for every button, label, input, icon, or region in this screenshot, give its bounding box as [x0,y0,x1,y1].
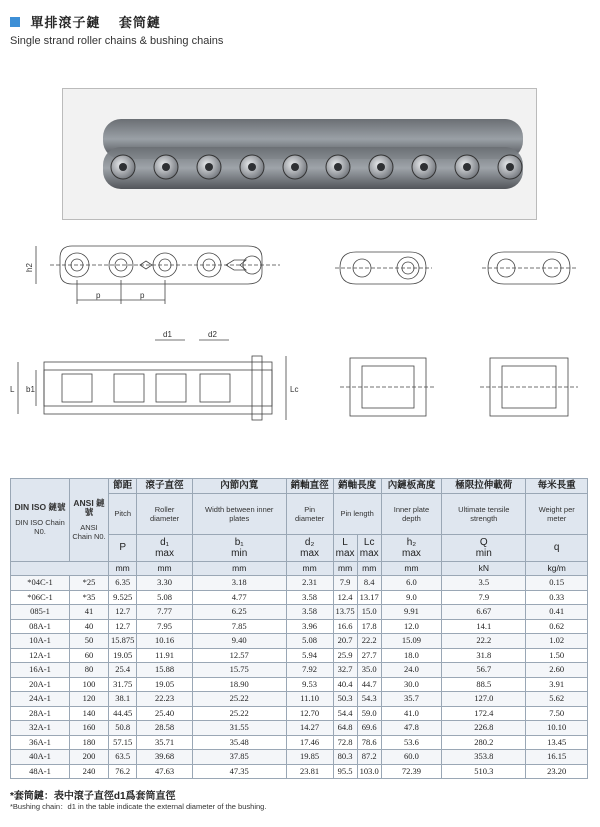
table-cell: 50.3 [333,692,357,707]
table-cell: 54.4 [333,706,357,721]
col-width-en: Width between inner plates [192,493,286,534]
sym-plate [381,534,441,561]
footnote-en: *Bushing chain：d1 in the table indicate the external diameter of the bushing. [10,802,267,811]
col-pin-len-zh: 銷軸長度 [333,479,381,494]
table-cell: 59.0 [357,706,381,721]
table-cell: 60 [70,648,109,663]
sym-pin-dia-sub: max [300,547,320,559]
table-cell: 47.8 [381,721,441,736]
sym-plate-sub: max [402,547,421,559]
unit-width: mm [192,561,286,576]
table-cell: 12.0 [381,619,441,634]
table-cell: 0.33 [526,590,588,605]
table-cell: 30.0 [381,677,441,692]
table-cell: 44.7 [357,677,381,692]
unit-plate: mm [381,561,441,576]
table-cell: 180 [70,735,109,750]
table-cell: 140 [70,706,109,721]
table-cell: 3.18 [192,576,286,591]
table-row [11,706,588,721]
label-d1: d1 [163,330,172,339]
table-cell: 40 [70,619,109,634]
unit-blank [11,561,109,576]
table-cell: 31.55 [192,721,286,736]
label-p-1: p [96,291,101,300]
table-cell: 72.39 [381,764,441,779]
table-cell: 25.22 [192,692,286,707]
table-cell: 11.91 [137,648,192,663]
col-din-header [11,479,70,562]
table-cell: 8.4 [357,576,381,591]
table-cell: 13.75 [333,605,357,620]
table-row [11,619,588,634]
table-cell: *35 [70,590,109,605]
table-row [11,692,588,707]
table-row [11,677,588,692]
table-cell: 14.27 [286,721,333,736]
table-cell: 15.75 [192,663,286,678]
sym-pin-len-L [333,534,357,561]
table-cell: 17.8 [357,619,381,634]
table-row [11,634,588,649]
table-row [11,590,588,605]
col-ansi-en: ANSI Chain N0. [72,522,106,541]
table-cell: 120 [70,692,109,707]
table-cell: 10.16 [137,634,192,649]
table-cell: 127.0 [442,692,526,707]
col-plate-zh: 內鏈板高度 [381,479,441,494]
sym-strength [442,534,526,561]
sym-width-val: b₁ [234,536,244,548]
table-cell: 41.0 [381,706,441,721]
table-cell: 240 [70,764,109,779]
table-cell: 6.0 [381,576,441,591]
table-cell: 15.0 [357,605,381,620]
table-cell: 80.3 [333,750,357,765]
table-cell: 35.48 [192,735,286,750]
table-cell: 50.8 [109,721,137,736]
table-cell: 20.7 [333,634,357,649]
table-cell: 54.3 [357,692,381,707]
col-din-en: DIN ISO Chain N0. [15,518,65,537]
table-cell: 56.7 [442,663,526,678]
footnote-zh: *套筒鏈：表中滾子直徑d1爲套筒直徑 [10,791,176,802]
table-cell: 24A-1 [11,692,70,707]
unit-Lc: mm [357,561,381,576]
table-cell: 12.7 [109,605,137,620]
table-cell: 353.8 [442,750,526,765]
table-cell: 103.0 [357,764,381,779]
table-cell: 3.58 [286,605,333,620]
sym-L-val: L [342,536,348,548]
col-pitch-en: Pitch [109,493,137,534]
spec-table-body [11,576,588,779]
table-cell: 16.15 [526,750,588,765]
table-cell: 22.23 [137,692,192,707]
table-cell: 5.94 [286,648,333,663]
col-ansi-zh: ANSI 鏈號 [73,497,105,517]
table-cell: 76.2 [109,764,137,779]
label-d2: d2 [208,330,217,339]
table-cell: 7.77 [137,605,192,620]
table-cell: 3.30 [137,576,192,591]
table-cell: 47.63 [137,764,192,779]
table-row [11,735,588,750]
table-cell: 6.25 [192,605,286,620]
table-cell: 3.58 [286,590,333,605]
table-cell: 9.0 [381,590,441,605]
table-cell: 38.1 [109,692,137,707]
table-cell: 12.4 [333,590,357,605]
unit-strength: kN [442,561,526,576]
table-cell: 16.6 [333,619,357,634]
table-cell: 3.96 [286,619,333,634]
col-pitch-zh: 節距 [109,479,137,494]
sym-roller-val: d₁ [160,536,170,548]
col-plate-en: Inner plate depth [381,493,441,534]
table-cell: 9.525 [109,590,137,605]
sym-roller [137,534,192,561]
unit-pin-dia: mm [286,561,333,576]
table-cell: 12A-1 [11,648,70,663]
table-cell: 64.8 [333,721,357,736]
table-cell: 12.57 [192,648,286,663]
table-cell: 3.91 [526,677,588,692]
col-weight-zh: 每米長重 [526,479,588,494]
table-cell: 50 [70,634,109,649]
title-zh-bushing: 套筒鏈 [118,15,161,30]
table-cell: 35.7 [381,692,441,707]
sym-strength-val: Q [479,536,488,548]
sym-Lc-sub: max [359,547,379,559]
table-cell: 36A-1 [11,735,70,750]
table-cell: 14.1 [442,619,526,634]
table-cell: 23.81 [286,764,333,779]
table-cell: 2.31 [286,576,333,591]
table-row [11,764,588,779]
sym-pitch [109,534,137,561]
table-cell: 0.15 [526,576,588,591]
sym-plate-val: h₂ [406,536,417,548]
table-cell: 5.08 [137,590,192,605]
table-header-zh [11,479,588,494]
table-cell: 16A-1 [11,663,70,678]
table-cell: 2.60 [526,663,588,678]
col-strength-zh: 極限拉伸載荷 [442,479,526,494]
col-width-zh: 內節內寬 [192,479,286,494]
label-b1: b1 [26,385,35,394]
table-cell: *25 [70,576,109,591]
sym-Lc-val: Lc [363,536,375,548]
label-Lc: Lc [290,385,299,394]
table-cell: 53.6 [381,735,441,750]
table-cell: 35.0 [357,663,381,678]
table-cell: 22.2 [442,634,526,649]
table-cell: 200 [70,750,109,765]
label-L: L [10,385,15,394]
table-cell: 22.2 [357,634,381,649]
table-cell: 7.92 [286,663,333,678]
table-cell: 10.10 [526,721,588,736]
table-cell: 18.90 [192,677,286,692]
table-cell: 085-1 [11,605,70,620]
table-cell: 5.08 [286,634,333,649]
table-cell: 510.3 [442,764,526,779]
table-cell: 32A-1 [11,721,70,736]
sym-width-sub: min [231,547,248,559]
title-en: Single strand roller chains & bushing chains [10,35,224,47]
table-cell: 0.62 [526,619,588,634]
table-cell: 40A-1 [11,750,70,765]
col-pin-len-en: Pin length [333,493,381,534]
table-cell: 23.20 [526,764,588,779]
table-cell: 32.7 [333,663,357,678]
table-cell: 6.35 [109,576,137,591]
table-cell: 57.15 [109,735,137,750]
table-row [11,750,588,765]
table-cell: 72.8 [333,735,357,750]
table-row [11,605,588,620]
table-row [11,663,588,678]
table-cell: 41 [70,605,109,620]
table-cell: 95.5 [333,764,357,779]
unit-weight: kg/m [526,561,588,576]
table-cell: 6.67 [442,605,526,620]
table-cell: 08A-1 [11,619,70,634]
table-cell: *04C-1 [11,576,70,591]
table-cell: 88.5 [442,677,526,692]
table-cell: 25.22 [192,706,286,721]
sym-pin-len-Lc [357,534,381,561]
table-cell: 78.6 [357,735,381,750]
spec-table [10,478,588,779]
table-cell: 11.10 [286,692,333,707]
table-cell: 15.88 [137,663,192,678]
unit-pitch: mm [109,561,137,576]
table-cell: 48A-1 [11,764,70,779]
table-cell: 100 [70,677,109,692]
table-cell: 1.02 [526,634,588,649]
table-cell: 44.45 [109,706,137,721]
table-cell: 19.85 [286,750,333,765]
table-header-units [11,561,588,576]
table-cell: 9.53 [286,677,333,692]
table-cell: 28.58 [137,721,192,736]
table-cell: 172.4 [442,706,526,721]
table-cell: *06C-1 [11,590,70,605]
table-cell: 24.0 [381,663,441,678]
table-cell: 40.4 [333,677,357,692]
col-roller-en: Roller diameter [137,493,192,534]
table-cell: 10A-1 [11,634,70,649]
table-cell: 19.05 [109,648,137,663]
unit-roller: mm [137,561,192,576]
table-cell: 37.85 [192,750,286,765]
table-cell: 28A-1 [11,706,70,721]
table-cell: 7.85 [192,619,286,634]
table-cell: 47.35 [192,764,286,779]
sym-pitch-val: P [119,542,127,553]
table-cell: 7.95 [137,619,192,634]
table-cell: 63.5 [109,750,137,765]
table-row [11,576,588,591]
table-cell: 7.9 [333,576,357,591]
table-cell: 13.17 [357,590,381,605]
col-strength-en: Ultimate tensile strength [442,493,526,534]
table-cell: 25.9 [333,648,357,663]
sym-L-sub: max [335,547,355,559]
sym-weight-val: q [553,542,560,553]
table-cell: 20A-1 [11,677,70,692]
unit-L: mm [333,561,357,576]
table-cell: 1.50 [526,648,588,663]
sym-roller-sub: max [155,547,174,559]
table-cell: 25.40 [137,706,192,721]
table-row [11,721,588,736]
col-ansi-header [70,479,109,562]
table-cell: 69.6 [357,721,381,736]
table-cell: 12.7 [109,619,137,634]
table-cell: 31.75 [109,677,137,692]
table-cell: 3.5 [442,576,526,591]
col-weight-en: Weight per meter [526,493,588,534]
sym-pin-dia [286,534,333,561]
table-cell: 7.9 [442,590,526,605]
table-cell: 7.50 [526,706,588,721]
table-cell: 13.45 [526,735,588,750]
table-cell: 35.71 [137,735,192,750]
table-cell: 18.0 [381,648,441,663]
table-cell: 0.41 [526,605,588,620]
col-pin-dia-zh: 銷軸直徑 [286,479,333,494]
table-cell: 31.8 [442,648,526,663]
title-zh-single-strand: 單排滾子鏈 [30,15,101,30]
table-cell: 280.2 [442,735,526,750]
table-cell: 226.8 [442,721,526,736]
sym-strength-sub: min [475,547,492,559]
table-cell: 17.46 [286,735,333,750]
table-cell: 9.91 [381,605,441,620]
sym-width [192,534,286,561]
table-cell: 87.2 [357,750,381,765]
label-h2: h2 [25,263,34,272]
label-p-2: p [140,291,145,300]
col-din-zh: DIN ISO 鏈號 [14,502,66,513]
table-cell: 19.05 [137,677,192,692]
table-cell: 12.70 [286,706,333,721]
table-cell: 27.7 [357,648,381,663]
table-cell: 39.68 [137,750,192,765]
table-cell: 4.77 [192,590,286,605]
sym-pin-dia-val: d₂ [304,536,315,548]
table-cell: 15.09 [381,634,441,649]
sym-weight [526,534,588,561]
table-cell: 9.40 [192,634,286,649]
table-cell: 25.4 [109,663,137,678]
table-cell: 160 [70,721,109,736]
col-pin-dia-en: Pin diameter [286,493,333,534]
col-roller-zh: 滾子直徑 [137,479,192,494]
table-cell: 80 [70,663,109,678]
table-cell: 5.62 [526,692,588,707]
table-row [11,648,588,663]
table-cell: 15.875 [109,634,137,649]
table-cell: 60.0 [381,750,441,765]
